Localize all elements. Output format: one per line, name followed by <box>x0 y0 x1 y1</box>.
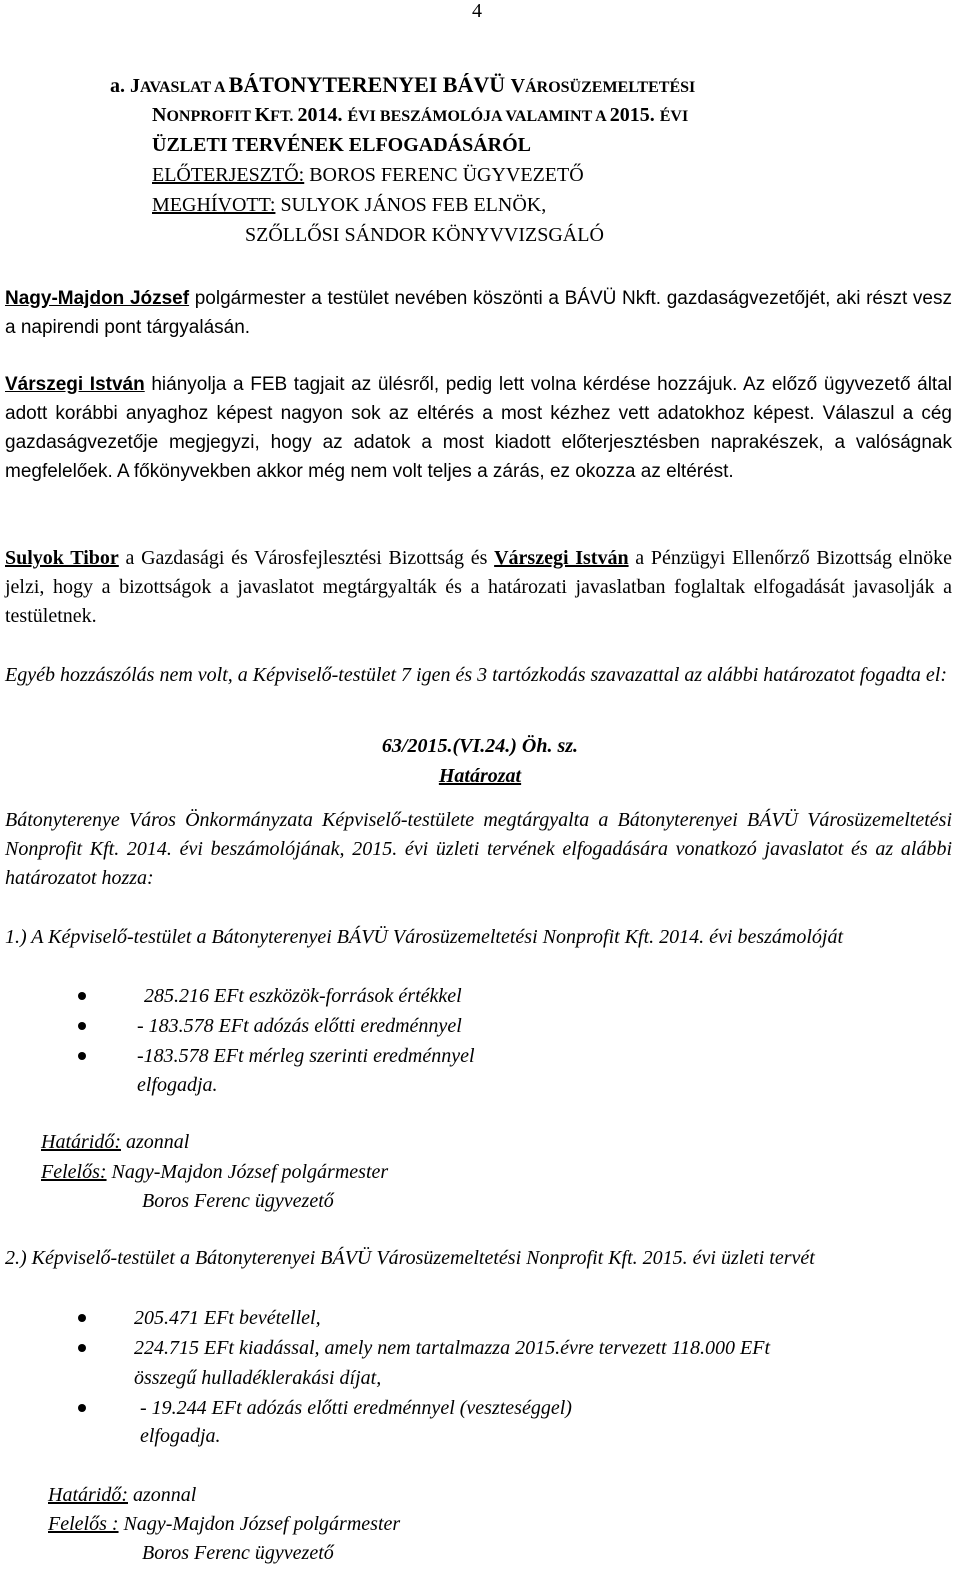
invited-line <box>110 190 930 220</box>
vote-text: Egyéb hozzászólás nem volt, a Képviselő-testület 7 igen és 3 tartózkodás szavazattal az alábbi határozatot fogadta el: <box>5 664 947 686</box>
item-2-text: 2.) Képviselő-testület a Bátonyterenyei BÁVÜ Városüzemeltetési Nonprofit Kft. 2015. évi üzleti tervét <box>5 1247 815 1269</box>
item-1-text: 1.) A Képviselő-testület a Bátonyterenyei BÁVÜ Városüzemeltetési Nonprofit Kft. 2014. évi beszámolóját <box>5 926 844 948</box>
resolution-title: Határozat <box>438 765 522 787</box>
resolution-intro: Bátonyterenye Város Önkormányzata Képviselő-testülete megtárgyalta a Bátonyterenyei BÁVÜ Városüzemeltetési Nonprofit Kft. 2014. évi beszámolójának, 2015. évi üzleti tervének elfogadására vonatkozó javaslatot és az alábbi határozatot hozza: <box>5 809 952 889</box>
deadline-label: Határidő: <box>48 1484 128 1506</box>
bullet-icon <box>78 1344 86 1352</box>
item-1-bullets <box>78 981 778 1071</box>
invited-line-2: SZŐLLŐSI SÁNDOR KÖNYVVIZSGÁLÓ <box>245 224 604 246</box>
speaker-name: Várszegi István <box>494 547 629 569</box>
item-2-responsible-2: Boros Ferenc ügyvezető <box>142 1542 334 1564</box>
item-2-bullets <box>78 1303 948 1423</box>
resolution-number: 63/2015.(VI.24.) Öh. sz. <box>381 735 579 757</box>
page-number: 4 <box>472 0 482 22</box>
speaker-name: Sulyok Tibor <box>5 547 119 569</box>
invited-label: MEGHÍVOTT: <box>152 194 276 216</box>
presenter-label: ELŐTERJESZTŐ: <box>152 164 305 186</box>
paragraph-committees: Sulyok Tibor a Gazdasági és Városfejlesztési Bizottság és Várszegi István a Pénzügyi Ellenőrző Bizottság elnöke jelzi, hogy a bizottságok a javaslatot megtárgyalták és a határozati javaslatban foglaltak elfogadását javasolják a testületnek. <box>5 547 952 627</box>
heading-line-2: NONPROFIT KFT. 2014. ÉVI BESZÁMOLÓJA VALAMINT A 2015. ÉVI <box>152 104 689 126</box>
paragraph-mayor: Nagy-Majdon József polgármester a testület nevében köszönti a BÁVÜ Nkft. gazdaságvezetőjét, aki részt vesz a napirendi pont tárgyalásán. <box>5 288 952 338</box>
bullet-icon <box>78 1022 86 1030</box>
speaker-name: Várszegi István <box>5 374 145 395</box>
heading-line-3: ÜZLETI TERVÉNEK ELFOGADÁSÁRÓL <box>152 134 532 156</box>
item-2-accept: elfogadja. <box>140 1425 221 1447</box>
bullet-icon <box>78 992 86 1000</box>
list-item: 285.216 EFt eszközök-források értékkel <box>78 981 778 1011</box>
list-item: - 19.244 EFt adózás előtti eredménnyel (veszteséggel) <box>78 1393 948 1423</box>
agenda-heading <box>110 70 930 250</box>
heading-line-1: a. JAVASLAT A BÁTONYTERENYEI BÁVÜ VÁROSÜZEMELTETÉSI <box>110 72 696 97</box>
item-1-responsible: Felelős: Nagy-Majdon József polgármester <box>41 1161 389 1183</box>
paragraph-varszegi: Várszegi István hiányolja a FEB tagjait az ülésről, pedig lett volna kérdése hozzájuk. Az előző ügyvezető által adott korábbi anyaghoz képest nagyon sok az eltérés a most kézhez vett adatokhoz képest. Válaszul a cég gazdaságvezetője megjegyzi, hogy az adatok a most kiadott előterjesztésben naprakészek, a valóságnak megfelelőek. A főkönyvekben akkor még nem volt teljes a zárás, ez okozza az eltérést. <box>5 374 953 482</box>
list-item: 224.715 EFt kiadással, amely nem tartalmazza 2015.évre tervezett 118.000 EFt <box>78 1333 948 1363</box>
presenter-value: BOROS FERENC ÜGYVEZETŐ <box>304 164 584 186</box>
item-1-accept: elfogadja. <box>137 1074 218 1096</box>
list-item: -183.578 EFt mérleg szerinti eredménnyel <box>78 1041 778 1071</box>
item-1-responsible-2: Boros Ferenc ügyvezető <box>142 1190 334 1212</box>
item-2-responsible: Felelős : Nagy-Majdon József polgármester <box>48 1513 401 1535</box>
list-item: - 183.578 EFt adózás előtti eredménnyel <box>78 1011 778 1041</box>
item-2-deadline: Határidő: azonnal <box>48 1484 197 1506</box>
list-item-continuation: összegű hulladéklerakási díjat, <box>134 1367 382 1389</box>
bullet-icon <box>78 1314 86 1322</box>
list-item: 205.471 EFt bevétellel, <box>78 1303 948 1333</box>
deadline-label: Határidő: <box>41 1131 121 1153</box>
invited-value: SULYOK JÁNOS FEB ELNÖK, <box>275 194 547 216</box>
bullet-icon <box>78 1404 86 1412</box>
item-1-deadline: Határidő: azonnal <box>41 1131 190 1153</box>
speaker-name: Nagy-Majdon József <box>5 288 190 309</box>
responsible-label: Felelős : <box>48 1513 119 1535</box>
responsible-label: Felelős: <box>41 1161 107 1183</box>
bullet-icon <box>78 1052 86 1060</box>
presenter-line <box>110 160 930 190</box>
